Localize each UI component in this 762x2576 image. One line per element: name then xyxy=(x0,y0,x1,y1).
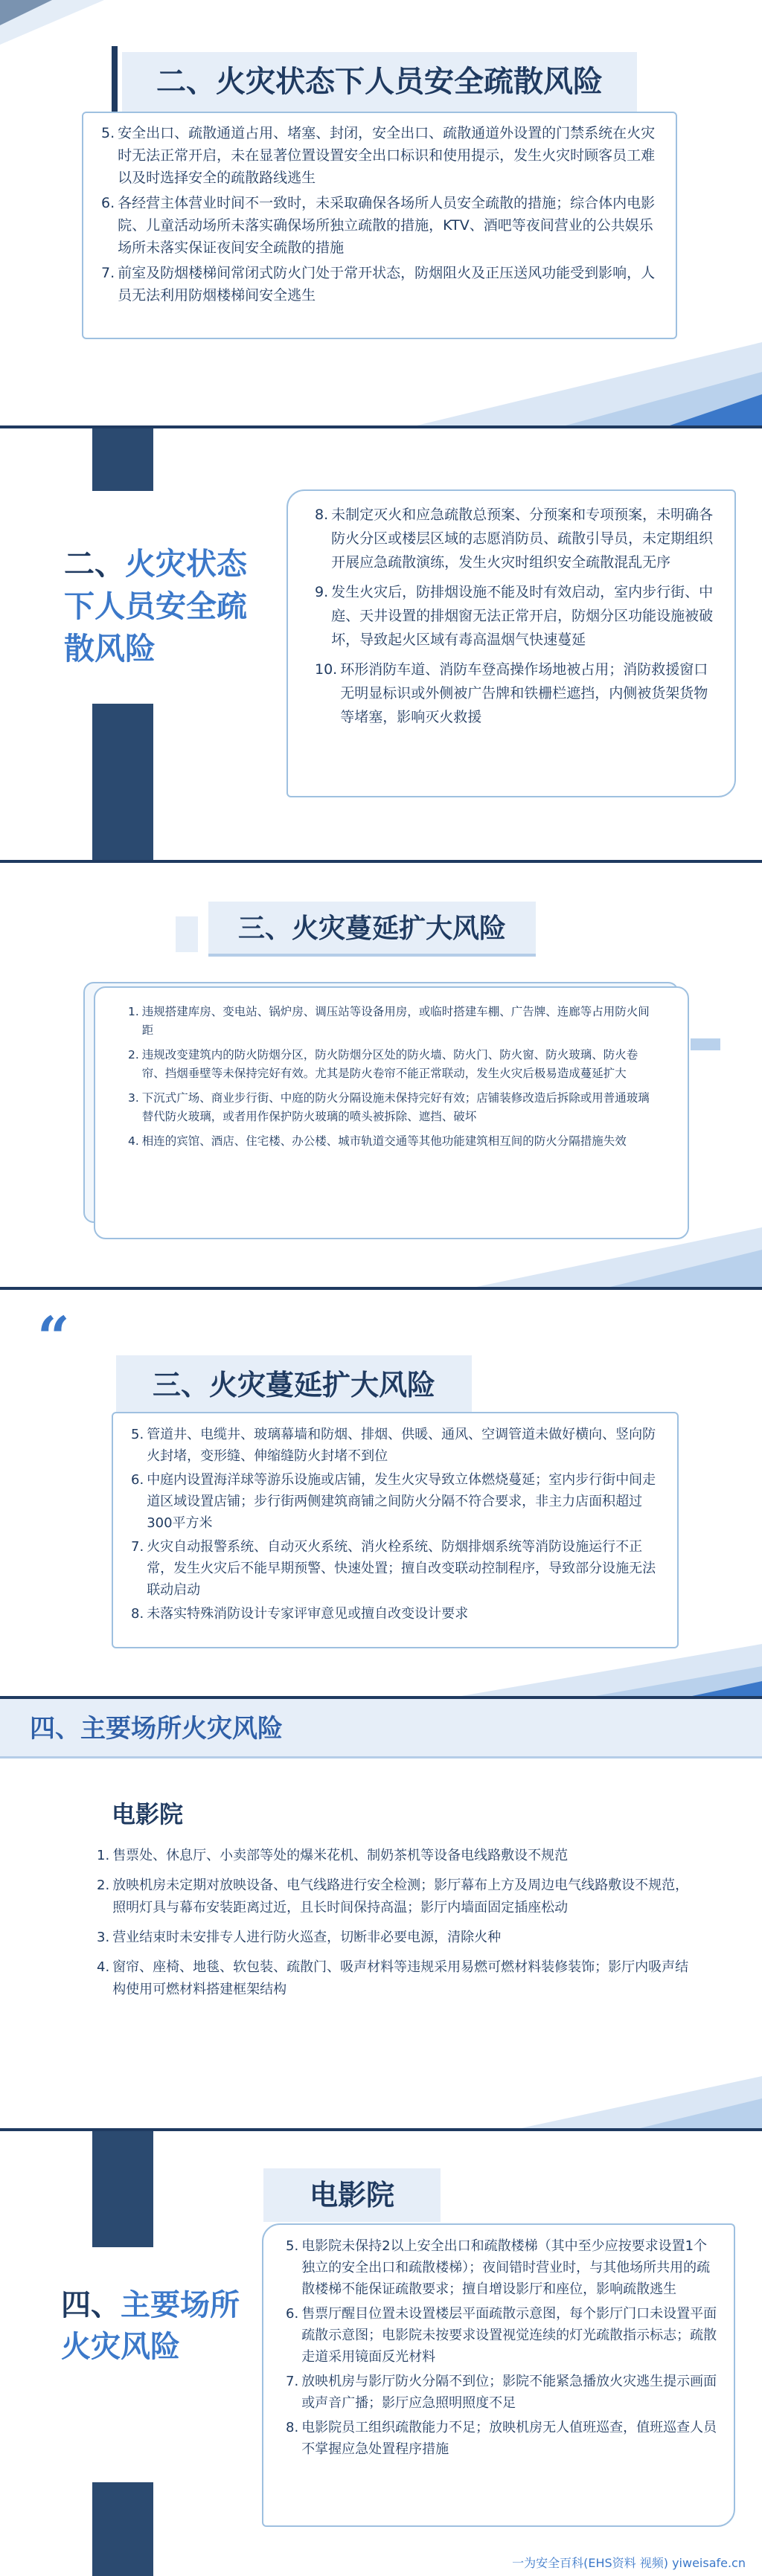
side-title xyxy=(61,2284,254,2368)
slide-venue-risk-cinema-part1 xyxy=(0,1699,762,2128)
navy-deco-bar-bottom xyxy=(92,2482,153,2576)
quote-mark-icon: “ xyxy=(37,1304,70,1370)
item-text: 火灾自动报警系统、自动灭火系统、消火栓系统、防烟排烟系统等消防设施运行不正常，发生火灾后不能早期预警、快速处置；擅自改变联动控制程序，导致部分设施无法联动启动 xyxy=(147,1539,656,1598)
list-item xyxy=(128,1046,653,1083)
item-number: 5. xyxy=(131,1427,144,1442)
side-title-prefix: 二、 xyxy=(64,546,125,582)
list-item xyxy=(97,1956,692,2001)
list-item xyxy=(128,1089,653,1126)
item-text: 未落实特殊消防设计专家评审意见或擅自改变设计要求 xyxy=(147,1606,469,1622)
list-item xyxy=(97,1845,692,1867)
content-card xyxy=(94,986,689,1239)
navy-deco-bar-top xyxy=(92,428,153,491)
content-card xyxy=(286,489,736,797)
item-number: 2. xyxy=(128,1048,139,1061)
item-number: 8. xyxy=(131,1606,144,1622)
item-number: 4. xyxy=(97,1959,110,1975)
content-card xyxy=(262,2223,735,2527)
item-text: 违规改变建筑内的防火防烟分区，防火防烟分区处的防火墙、防火门、防火窗、防火玻璃、防火卷帘、挡烟垂壁等未保持完好有效。尤其是防火卷帘不能正常联动，发生火灾后极易造成蔓延扩大 xyxy=(141,1048,638,1080)
list-item xyxy=(128,1132,653,1151)
item-number: 6. xyxy=(286,2306,299,2322)
slide-title: 四、主要场所火灾风险 xyxy=(30,1714,283,1744)
item-text: 放映机房未定期对放映设备、电气线路进行安全检测；影厅幕布上方及周边电气线路敷设不规范，照明灯具与幕布安装距离过近，且长时间保持高温；影厅内墙面固定插座松动 xyxy=(112,1878,689,1915)
item-text: 窗帘、座椅、地毯、软包装、疏散门、吸声材料等违规采用易燃可燃材料装修装饰；影厅内吸声结构使用可燃材料搭建框架结构 xyxy=(112,1959,689,1997)
bottom-right-deco-stripes xyxy=(0,1212,762,1287)
slide-fire-spread-risk-part1 xyxy=(0,863,762,1287)
list-item xyxy=(286,2371,719,2414)
item-number: 3. xyxy=(97,1930,110,1945)
content-card xyxy=(82,112,677,339)
list-item xyxy=(286,2235,719,2300)
list-item xyxy=(131,1424,662,1467)
item-text: 环形消防车道、消防车登高操作场地被占用；消防救援窗口无明显标识或外侧被广告牌和铁栅栏遮挡，内侧被货架货物等堵塞，影响灭火救援 xyxy=(340,661,708,725)
item-number: 9. xyxy=(315,584,329,600)
slide-fire-spread-risk-part2 xyxy=(0,1290,762,1696)
item-number: 3. xyxy=(128,1091,139,1105)
item-number: 10. xyxy=(315,661,338,678)
content-card xyxy=(112,1412,679,1648)
item-text: 下沉式广场、商业步行街、中庭的防火分隔设施未保持完好有效；店铺装修改造后拆除或用普通玻璃替代防火玻璃，或者用作保护防火玻璃的喷头被拆除、遮挡、破坏 xyxy=(141,1091,650,1123)
item-number: 7. xyxy=(101,265,115,281)
item-number: 2. xyxy=(97,1878,110,1893)
item-text: 电影院员工组织疏散能力不足；放映机房无人值班巡查，值班巡查人员不掌握应急处置程序措施 xyxy=(301,2420,717,2457)
item-text: 放映机房与影厅防火分隔不到位；影院不能紧急播放火灾逃生提示画面或声音广播；影厅应急照明照度不足 xyxy=(301,2374,717,2411)
item-number: 7. xyxy=(131,1539,144,1555)
bottom-right-deco-stripes xyxy=(0,320,762,425)
list-item xyxy=(101,192,659,259)
item-text: 相连的宾馆、酒店、住宅楼、办公楼、城市轨道交通等其他功能建筑相互间的防火分隔措施失效 xyxy=(141,1134,627,1148)
slide-title: 三、火灾蔓延扩大风险 xyxy=(237,913,506,944)
top-left-deco-triangle-light xyxy=(0,0,104,45)
slide-venue-risk-cinema-part2 xyxy=(0,2131,762,2576)
item-text: 发生火灾后，防排烟设施不能及时有效启动，室内步行街、中庭、天井设置的排烟窗无法正常开启，防烟分区功能设施被破坏，导致起火区域有毒高温烟气快速蔓延 xyxy=(331,584,714,648)
item-number: 1. xyxy=(128,1005,139,1018)
item-text: 售票处、休息厅、小卖部等处的爆米花机、制奶茶机等设备电线路敷设不规范 xyxy=(112,1848,569,1863)
item-text: 售票厅醒目位置未设置楼层平面疏散示意图，每个影厅门口未设置平面疏散示意图；电影院未按要求设置视觉连续的灯光疏散指示标志；疏散走道采用镜面反光材料 xyxy=(301,2306,717,2365)
section-subtitle: 电影院 xyxy=(112,1800,184,1828)
item-text: 违规搭建库房、变电站、锅炉房、调压站等设备用房，或临时搭建车棚、广告牌、连廊等占用防火间距 xyxy=(141,1005,650,1037)
item-text: 安全出口、疏散通道占用、堵塞、封闭，安全出口、疏散通道外设置的门禁系统在火灾时无法正常开启，未在显著位置设置安全出口标识和使用提示，发生火灾时顾客员工难以及时选择安全的疏散路线逃生 xyxy=(118,125,656,186)
list-item xyxy=(97,1927,692,1949)
item-number: 5. xyxy=(286,2238,299,2254)
list-item xyxy=(131,1469,662,1534)
slide-evacuation-risk-part1 xyxy=(0,0,762,425)
item-number: 4. xyxy=(128,1134,139,1148)
item-number: 8. xyxy=(286,2420,299,2435)
navy-deco-bar-top xyxy=(92,2131,153,2247)
slide-title: 二、火灾状态下人员安全疏散风险 xyxy=(156,65,603,99)
item-text: 管道井、电缆井、玻璃幕墙和防烟、排烟、供暖、通风、空调管道未做好横向、竖向防火封堵，变形缝、伸缩缝防火封堵不到位 xyxy=(147,1427,656,1464)
content-list xyxy=(97,1845,692,2008)
side-title xyxy=(64,543,265,670)
item-text: 未制定灭火和应急疏散总预案、分预案和专项预案，未明确各防火分区或楼层区域的志愿消防员、疏散引导员，未定期组织开展应急疏散演练，发生火灾时组织安全疏散混乱无序 xyxy=(331,507,714,571)
slide-evacuation-risk-part2 xyxy=(0,428,762,860)
side-title-prefix: 四、 xyxy=(61,2288,121,2322)
list-item xyxy=(97,1875,692,1919)
list-item xyxy=(131,1536,662,1601)
navy-deco-bar-bottom xyxy=(92,704,153,860)
bottom-right-deco-stripes xyxy=(0,1622,762,1696)
title-accent-bar xyxy=(112,46,118,115)
item-text: 前室及防烟楼梯间常闭式防火门处于常开状态，防烟阻火及正压送风功能受到影响，人员无法利用防烟楼梯间安全逃生 xyxy=(118,265,656,303)
footer-watermark-text: 一为安全百科(EHS资料 视频) yiweisafe.cn xyxy=(512,2556,746,2570)
list-item xyxy=(286,2303,719,2368)
item-number: 8. xyxy=(315,507,329,523)
item-text: 电影院未保持2以上安全出口和疏散楼梯（其中至少应按要求设置1个独立的安全出口和疏散楼梯）；夜间错时营业时，与其他场所共用的疏散楼梯不能保证疏散要求；擅自增设影厅和座位，影响疏散逃生 xyxy=(301,2238,711,2297)
side-title-main: 主要场所火灾风险 xyxy=(61,2288,240,2364)
bottom-right-deco-stripes xyxy=(0,2061,762,2128)
item-number: 1. xyxy=(97,1848,110,1863)
item-text: 各经营主体营业时间不一致时，未采取确保各场所人员安全疏散的措施；综合体内电影院、儿童活动场所未落实确保场所独立疏散的措施，KTV、酒吧等夜间营业的公共娱乐场所未落实保证夜间安全疏散的措施 xyxy=(118,195,656,256)
list-item xyxy=(315,580,720,652)
list-item xyxy=(315,503,720,574)
list-item xyxy=(315,658,720,729)
item-number: 6. xyxy=(101,195,115,211)
slide-title: 三、火灾蔓延扩大风险 xyxy=(152,1369,435,1401)
item-text: 中庭内设置海洋球等游乐设施或店铺，发生火灾导致立体燃烧蔓延；室内步行街中间走道区域设置店铺；步行街两侧建筑商铺之间防火分隔不符合要求，非主力店面积超过300平方米 xyxy=(147,1472,656,1531)
section-subtitle: 电影院 xyxy=(309,2179,394,2212)
list-item xyxy=(128,1003,653,1040)
side-deco-rect xyxy=(691,1038,720,1050)
item-number: 6. xyxy=(131,1472,144,1488)
item-text: 营业结束时未安排专人进行防火巡查，切断非必要电源，清除火种 xyxy=(112,1930,502,1945)
list-item xyxy=(286,2417,719,2460)
list-item xyxy=(101,262,659,306)
list-item xyxy=(101,122,659,189)
title-deco-block xyxy=(176,916,198,952)
item-number: 7. xyxy=(286,2374,299,2389)
item-number: 5. xyxy=(101,125,115,141)
side-title-main: 火灾状态下人员安全疏散风险 xyxy=(64,546,247,667)
